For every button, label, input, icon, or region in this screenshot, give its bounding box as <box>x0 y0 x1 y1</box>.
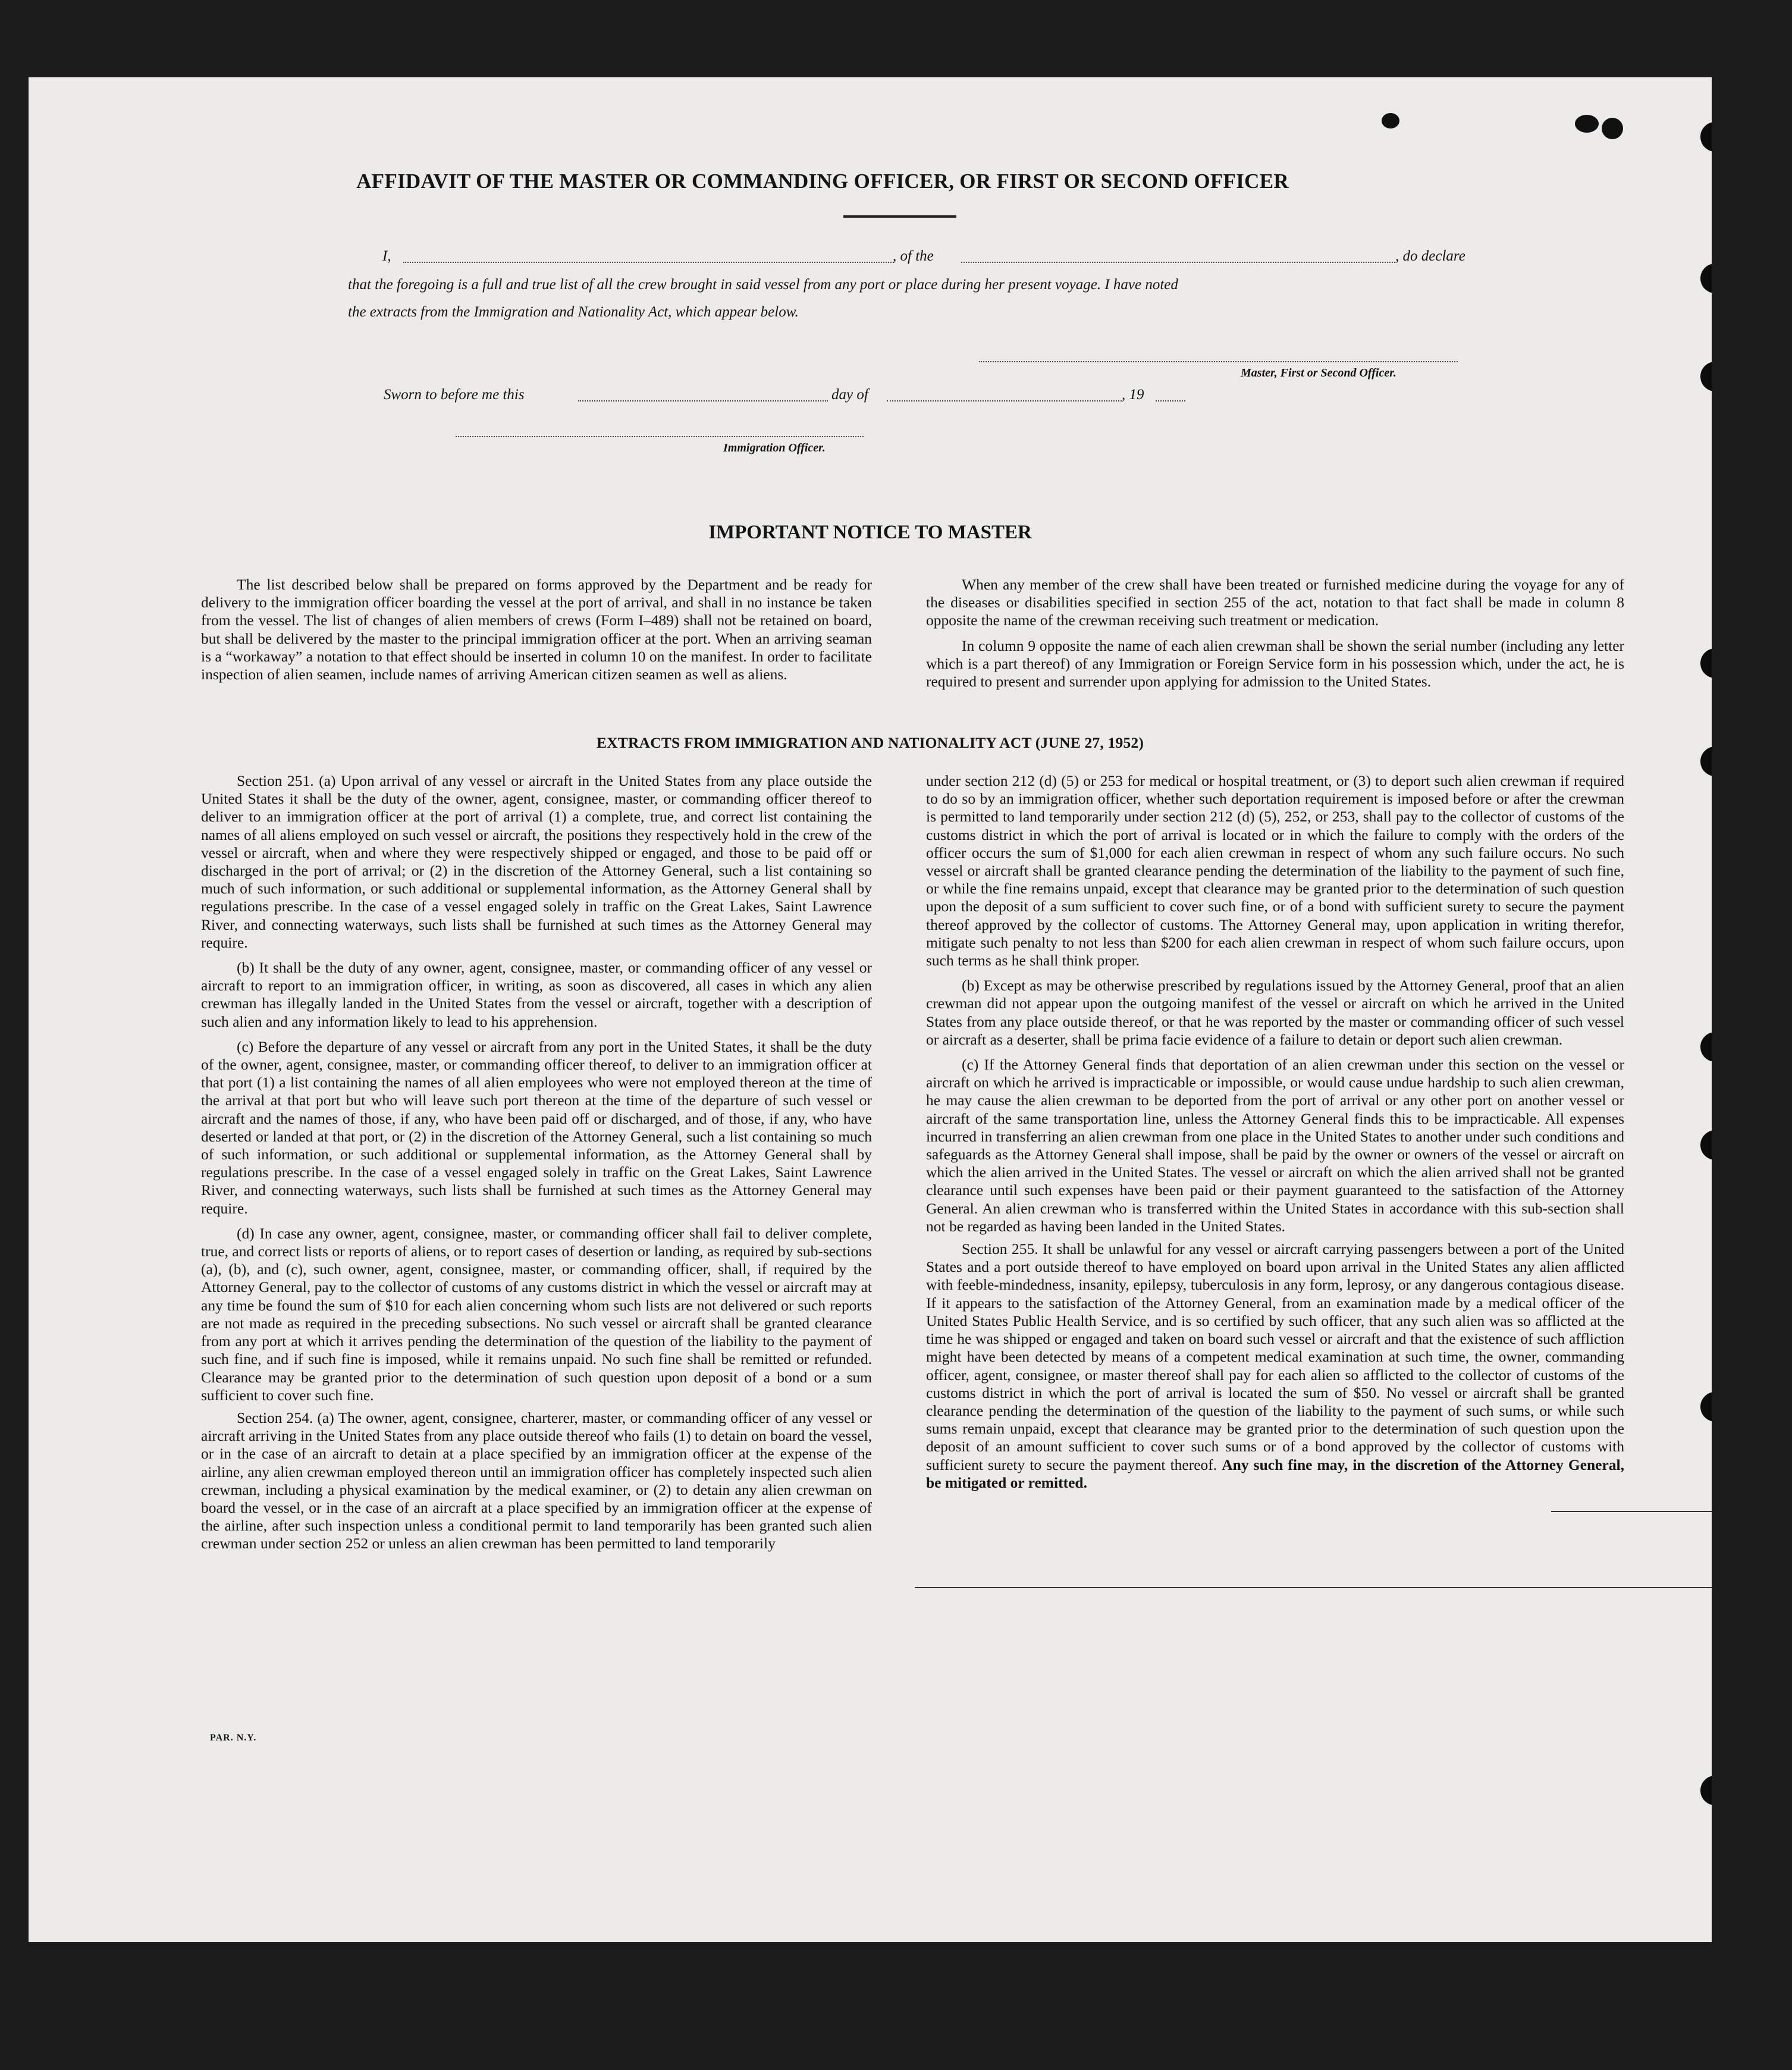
declare-label: , do declare <box>1395 248 1465 264</box>
section-251-d: (d) In case any owner, agent, consignee, master, or commanding officer shall fail to deliver complete, true, and correct lists or reports of aliens, or to report cases of desertion or landing, as required by sub-sections (a), (b), and (c), such owner, agent, consignee, master, or commanding officer, shall, if required by the Attorney General, pay to the collector of customs of any customs district in which the vessel or aircraft may at any time be found the sum of $10 for each alien concerning whom such lists are not delivered or such reports are not made as required in the preceding subsections. No such vessel or aircraft shall be granted clearance from any port at which it arrives pending the determination of the question of the liability to the payment of such fine, and if such fine is imposed, while it remains unpaid. No such fine shall be remitted or refunded. Clearance may be granted prior to the determination of such question upon deposit of a bond or a sum sufficient to cover such fine. <box>201 1224 872 1404</box>
title-rule <box>843 215 956 218</box>
ink-speck <box>1382 113 1399 128</box>
section-254-a-continued: under section 212 (d) (5) or 253 for medical or hospital treatment, or (3) to deport such alien crewman if required to do so by an immigration officer, whether such deportation requirement is imposed before or after the crewman is permitted to land temporarily under section 212 (d) (5), 252, or 253, shall pay to the collector of customs of the customs district in which the port of arrival is located or in which the failure to comply with the orders of the officer occurs the sum of $1,000 for each alien crewman in respect of whom any such failure occurs. No such vessel or aircraft shall be granted clearance pending the determination of the liability to the payment of such fine, or while the fine remains unpaid, except that clearance may be granted prior to the determination of such question upon the deposit of a sum sufficient to cover such fine, or of a bond with sufficient surety to secure the payment thereof approved by the collector of customs. The Attorney General may, upon application in writing therefor, mitigate such penalty to not less than $200 for each alien crewman in respect of whom such failure occurs, upon such terms as he shall think proper. <box>926 772 1624 970</box>
binder-hole <box>1700 648 1712 678</box>
master-signature-field[interactable] <box>979 361 1458 362</box>
binder-hole <box>1700 264 1712 293</box>
notice-paragraph: The list described below shall be prepared on forms approved by the Department and be ready for delivery to the immigration officer boarding the vessel at the port of arrival, and shall in no instance be taken from the vessel. The list of changes of alien members of crews (Form I–489) shall not be retained on board, but shall be delivered by the master to the principal immigration officer at the port. When an arriving seaman is a “workaway” a notation to that effect should be inserted in column 10 on the manifest. In order to facilitate inspection of alien seamen, include names of arriving American citizen seamen as well as aliens. <box>201 576 872 683</box>
binder-hole <box>1700 362 1712 391</box>
declarant-prefix: I, <box>382 248 391 264</box>
extracts-title: EXTRACTS FROM IMMIGRATION AND NATIONALITY ACT (JUNE 27, 1952) <box>596 734 1144 751</box>
extracts-left-column <box>201 772 872 1560</box>
year-label: , 19 <box>1122 387 1144 403</box>
ink-speck <box>1575 115 1599 133</box>
vessel-name-field[interactable] <box>961 262 1395 263</box>
section-255-body: Section 255. It shall be unlawful for any vessel or aircraft carrying passengers between a port of the United States and a port outside thereof to have employed on board upon arrival in the United States any alien afflicted with feeble-mindedness, insanity, epilepsy, tuberculosis in any form, leprosy, or any dangerous contagious disease. If it appears to the satisfaction of the Attorney General, from an examination made by a medical officer of the United States Public Health Service, and is so certified by such officer, that any such alien was so afflicted at the time he was shipped or engaged and taken on board such vessel or aircraft and that the existence of such affliction might have been detected by means of a competent medical examination at such time, the owner, commanding officer, agent, consignee, or master thereof shall pay for each alien so afflicted to the collector of customs of the customs district in which the port of arrival is located the sum of $50. No vessel or aircraft shall be granted clearance pending the determination of the question of the liability to the payment of such sums, or while such sums remain unpaid, except that clearance may be granted prior to the determination of such question upon the deposit of an amount sufficient to cover such sums or of a bond approved by the collector of customs with sufficient surety to secure the payment thereof. <box>926 1240 1624 1473</box>
form-page <box>29 77 1712 1942</box>
immigration-officer-caption: Immigration Officer. <box>723 441 826 454</box>
binder-hole <box>1700 122 1712 152</box>
notice-left-column <box>201 576 872 691</box>
master-signature-caption: Master, First or Second Officer. <box>1241 366 1396 380</box>
notice-paragraph: When any member of the crew shall have been treated or furnished medicine during the voyage for any of the diseases or disabilities specified in section 255 of the act, notation to that fact shall be made in column 8 opposite the name of the crewman receiving such treatment or medication. <box>926 576 1624 629</box>
sworn-label: Sworn to before me this <box>384 387 525 403</box>
strike-through-mark <box>915 1587 1712 1588</box>
section-255 <box>926 1240 1624 1492</box>
immigration-officer-signature-field[interactable] <box>456 436 864 437</box>
section-254-c: (c) If the Attorney General finds that deportation of an alien crewman under this section on the vessel or aircraft on which he arrived is impracticable or impossible, or would cause undue hardship to such alien crewman, he may cause the alien crewman to be deported from the port of arrival or any other port on another vessel or aircraft of the same transportation line, unless the Attorney General finds this to be impracticable. All expenses incurred in transferring an alien crewman from one place in the United States to another under such conditions and safeguards as the Attorney General shall impose, shall be paid by the owner or owners of the vessel or aircraft on which the alien arrived in the United States. The vessel or aircraft on which the alien arrived shall not be granted clearance until such expenses have been paid or their payment guaranteed to the satisfaction of the Attorney General. An alien crewman who is transferred within the United States in accordance with this sub-section shall not be regarded as having been landed in the United States. <box>926 1056 1624 1235</box>
section-251-a: Section 251. (a) Upon arrival of any vessel or aircraft in the United States from any place outside the United States it shall be the duty of the owner, agent, consignee, master, or commanding officer thereof to deliver to an immigration officer at the port of arrival (1) a complete, true, and correct list containing the names of all aliens employed on such vessel or aircraft, the positions they respectively hold in the crew of the vessel or aircraft, when and where they were respectively shipped or engaged, and those to be paid off or discharged in the port of arrival; or (2) in the discretion of the Attorney General, such a list containing so much of such information, or such additional or supplemental information, as the Attorney General shall by regulations prescribe. In the case of a vessel engaged solely in traffic on the Great Lakes, Saint Lawrence River, and connecting waterways, such lists shall be furnished at such times as the Attorney General may require. <box>201 772 872 951</box>
day-of-label: day of <box>831 387 868 403</box>
sworn-year-field[interactable] <box>1156 400 1185 402</box>
printer-mark: PAR. N.Y. <box>210 1733 257 1743</box>
extracts-right-column <box>926 772 1624 1499</box>
sworn-month-field[interactable] <box>887 400 1122 402</box>
notice-right-column <box>926 576 1624 698</box>
notice-title: IMPORTANT NOTICE TO MASTER <box>708 522 1032 543</box>
declaration-line-2: the extracts from the Immigration and Nationality Act, which appear below. <box>348 304 799 320</box>
affidavit-title: AFFIDAVIT OF THE MASTER OR COMMANDING OFFICER, OR FIRST OR SECOND OFFICER <box>356 170 1289 193</box>
notice-paragraph: In column 9 opposite the name of each alien crewman shall be shown the serial number (including any letter which is a part thereof) of any Immigration or Foreign Service form in his possession which, under the act, he is required to present and surrender upon applying for admission to the United States. <box>926 636 1624 691</box>
strike-through-mark <box>1551 1511 1712 1512</box>
binder-hole <box>1700 1130 1712 1160</box>
ink-speck <box>1602 118 1623 139</box>
binder-hole <box>1700 1392 1712 1422</box>
binder-hole <box>1700 1032 1712 1062</box>
declaration-line-1: that the foregoing is a full and true list of all the crew brought in said vessel from any port or place during her present voyage. I have noted <box>348 277 1178 293</box>
declarant-name-field[interactable] <box>403 262 894 263</box>
section-254-a: Section 254. (a) The owner, agent, consignee, charterer, master, or commanding officer of any vessel or aircraft arriving in the United States from any place outside thereof who fails (1) to detain on board the vessel, or in the case of an aircraft to detain at a place specified by an immigration officer at the expense of the airline, any alien crewman employed thereon until an immigration officer has completely inspected such alien crewman, including a physical examination by the medical examiner, or (2) to detain any alien crewman on board the vessel, or in the case of an aircraft at a place specified by an immigration officer at the expense of the airline, after such inspection unless a conditional permit to land temporarily has been granted such alien crewman under section 252 or unless an alien crewman has been permitted to land temporarily <box>201 1409 872 1552</box>
section-254-b: (b) Except as may be otherwise prescribed by regulations issued by the Attorney General, proof that an alien crewman did not appear upon the outgoing manifest of the vessel or aircraft on which he arrived in the United States from any place outside thereof, or that he was reported by the master or commanding officer of such vessel or aircraft as a deserter, shall be prima facie evidence of a failure to detain or deport such alien crewman. <box>926 977 1624 1048</box>
of-the-label: , of the <box>893 248 934 264</box>
section-251-c: (c) Before the departure of any vessel or aircraft from any port in the United States, it shall be the duty of the owner, agent, consignee, master, or commanding officer thereof, to deliver to an immigration officer at that port (1) a list containing the names of all alien employees who were not employed thereon at the time of the arrival at that port but who will leave such port thereon at the time of the departure of such vessel or aircraft and the names of those, if any, who have been paid off or discharged, and of those, if any, who have deserted or landed at that port, or (2) in the discretion of the Attorney General, such a list containing so much of such information, or such additional or supplemental information, as the Attorney General shall by regulations prescribe. In the case of a vessel engaged solely in traffic on the Great Lakes, Saint Lawrence River, and connecting waterways, such lists shall be furnished at such times as the Attorney General may require. <box>201 1037 872 1217</box>
section-251-b: (b) It shall be the duty of any owner, agent, consignee, master, or commanding officer of any vessel or aircraft to report to an immigration officer, in writing, as soon as discovered, all cases in which any alien crewman has illegally landed in the United States from the vessel or aircraft, together with a description of such alien and any information likely to lead to his apprehension. <box>201 959 872 1030</box>
sworn-day-field[interactable] <box>578 400 828 402</box>
section-255-closing: Any such fine may, in the discretion of the Attorney General, be mitigated or remitted. <box>926 1456 1624 1491</box>
binder-hole <box>1700 1776 1712 1805</box>
